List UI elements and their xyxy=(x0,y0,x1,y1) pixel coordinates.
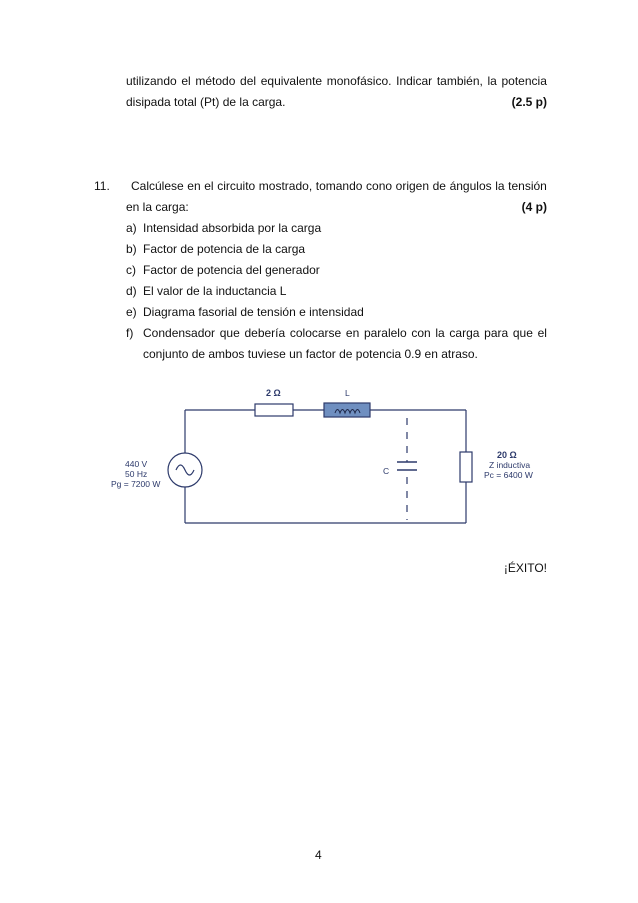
intro-line-1-word: también, xyxy=(436,74,483,88)
resistor-symbol xyxy=(255,404,293,416)
item-text-f-line-1-word: para xyxy=(484,326,509,340)
question-line-1-word: la xyxy=(495,179,505,193)
question-line-1-word: cono xyxy=(366,179,393,193)
item-text-f-line-1-word: con xyxy=(411,326,431,340)
load-impedance: 20 Ω xyxy=(497,450,517,460)
intro-line-2: disipada total (Pt) de la carga. xyxy=(126,95,286,109)
intro-line-1-word: el xyxy=(181,74,191,88)
item-letter-e: e) xyxy=(126,305,137,319)
intro-line-1-word: potencia xyxy=(501,74,547,88)
question-line-1-word: de xyxy=(432,179,446,193)
question-points: (4 p) xyxy=(521,200,547,214)
intro-line-1-word: la xyxy=(487,74,497,88)
capacitor-label: C xyxy=(383,466,390,476)
question-line-1-word: mostrado, xyxy=(258,179,313,193)
item-letter-b: b) xyxy=(126,242,137,256)
item-text-f-line-1-word: que xyxy=(512,326,533,340)
resistor-label: 2 Ω xyxy=(266,388,281,398)
item-text-f-line-1-word: la xyxy=(435,326,445,340)
question-number: 11. xyxy=(94,179,110,193)
circuit-diagram xyxy=(100,380,560,530)
item-text-b: Factor de potencia de la carga xyxy=(143,242,306,256)
question-line-1-word: tomando xyxy=(315,179,363,193)
page-number: 4 xyxy=(315,848,322,862)
question-line-1-word: Calcúlese xyxy=(131,179,184,193)
item-text-e: Diagrama fasorial de tensión e intensidad xyxy=(143,305,364,319)
item-text-f-line-2: conjunto de ambos tuviese un factor de potencia 0.9 en atraso. xyxy=(143,347,478,361)
intro-line-1-word: del xyxy=(240,74,257,88)
item-text-f-line-1-word: en xyxy=(345,326,360,340)
item-text-c: Factor de potencia del generador xyxy=(143,263,320,277)
item-letter-c: c) xyxy=(126,263,136,277)
intro-points: (2.5 p) xyxy=(511,95,547,109)
item-text-f-line-1-word: Condensador xyxy=(143,326,216,340)
item-text-d: El valor de la inductancia L xyxy=(143,284,287,298)
question-line-1-word: tensión xyxy=(508,179,547,193)
question-line-1-word: el xyxy=(204,179,214,193)
item-text-f-line-1-word: que xyxy=(219,326,240,340)
item-text-f-line-1 xyxy=(143,326,547,340)
intro-line-1-word: monofásico. xyxy=(326,74,392,88)
source-frequency: 50 Hz xyxy=(125,469,148,479)
load-type: Z inductiva xyxy=(489,460,531,470)
item-text-f-line-1-word: debería xyxy=(244,326,286,340)
item-letter-f: f) xyxy=(126,326,134,340)
item-text-a: Intensidad absorbida por la carga xyxy=(143,221,322,235)
intro-line-1-word: método xyxy=(195,74,236,88)
question-line-1-word: ángulos xyxy=(449,179,492,193)
item-letter-a: a) xyxy=(126,221,137,235)
intro-line-1-word: utilizando xyxy=(126,74,177,88)
question-line-2: en la carga: xyxy=(126,200,189,214)
load-impedance-symbol xyxy=(460,452,472,482)
item-text-f-line-1-word: el xyxy=(537,326,547,340)
intro-line-1 xyxy=(126,74,547,88)
inductor-label: L xyxy=(345,388,350,398)
question-line-1-word: en xyxy=(187,179,201,193)
item-text-f-line-1-word: paralelo xyxy=(363,326,407,340)
load-power: Pc = 6400 W xyxy=(484,470,533,480)
question-line-1 xyxy=(131,179,547,193)
closing-text: ¡ÉXITO! xyxy=(503,561,547,575)
item-letter-d: d) xyxy=(126,284,137,298)
intro-line-1-word: equivalente xyxy=(260,74,323,88)
question-line-1-word: origen xyxy=(395,179,430,193)
source-power: Pg = 7200 W xyxy=(111,479,161,489)
question-line-1-word: circuito xyxy=(217,179,256,193)
intro-line-1-word: Indicar xyxy=(396,74,433,88)
item-text-f-line-1-word: colocarse xyxy=(289,326,342,340)
source-voltage: 440 V xyxy=(125,459,148,469)
item-text-f-line-1-word: carga xyxy=(449,326,480,340)
